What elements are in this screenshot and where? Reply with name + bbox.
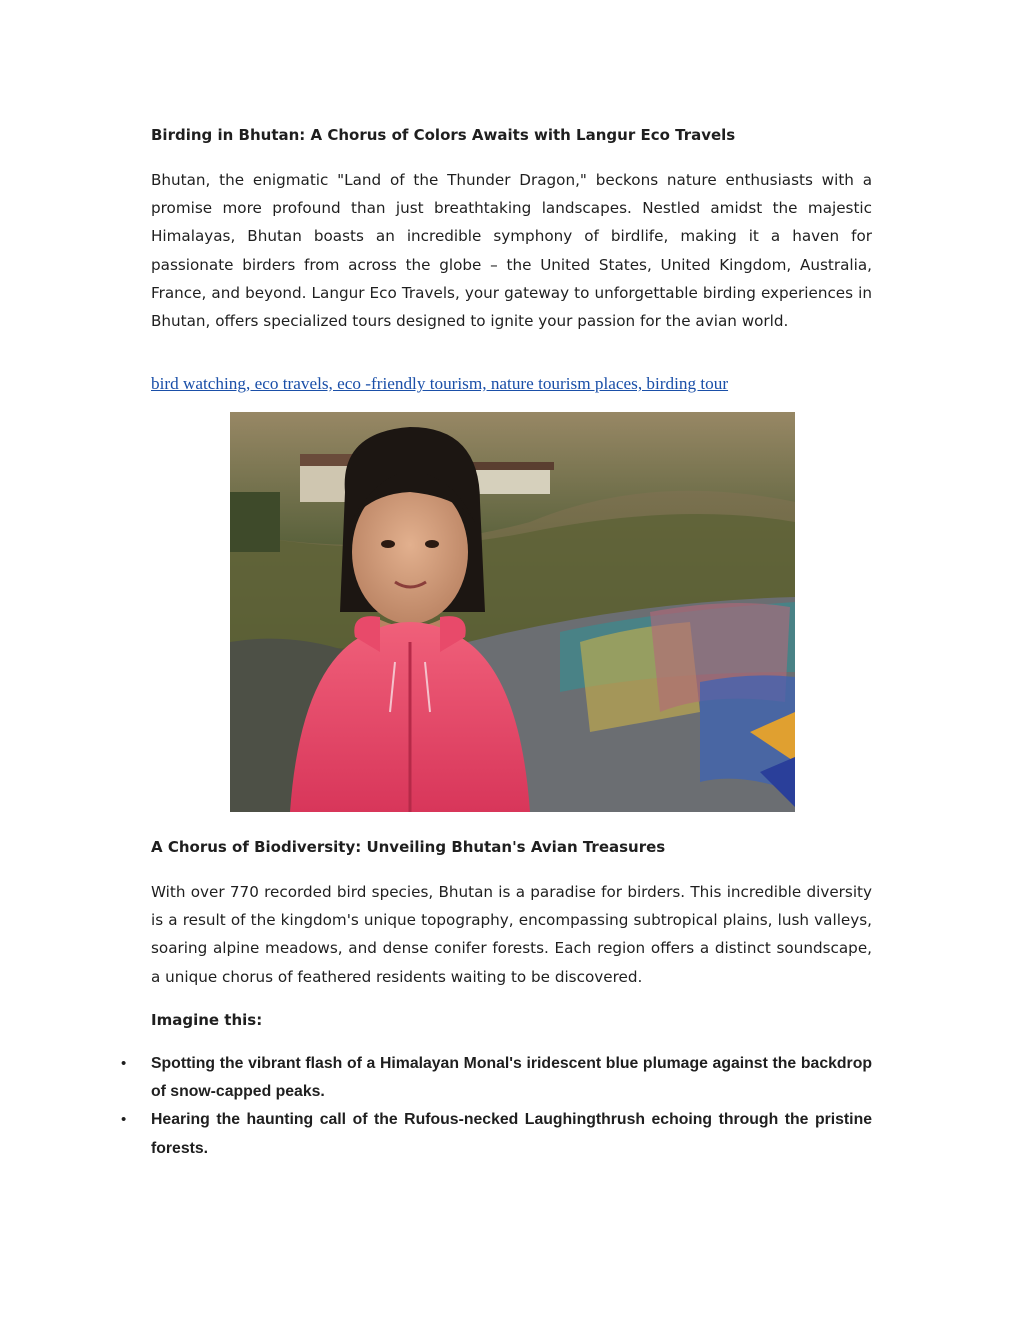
list-item [121, 1106, 872, 1162]
imagine-heading: Imagine this: [151, 1011, 263, 1029]
intro-paragraph: Bhutan, the enigmatic "Land of the Thunder Dragon," beckons nature enthusiasts with a promise more profound than just breathtaking landscapes. Nestled amidst the majestic Himalayas, Bhutan boasts an incredible symphony of birdlife, making it a haven for passionate birders from across the globe – the United States, United Kingdom, Australia, France, and beyond. Langur Eco Travels, your gateway to unforgettable birding experiences in Bhutan, offers specialized tours designed to ignite your passion for the avian world. [151, 171, 872, 331]
list-item [121, 1050, 872, 1106]
bullet-icon: • [121, 1111, 127, 1129]
bullet-icon: • [121, 1055, 127, 1072]
tags-link[interactable]: bird watching, eco travels, eco -friendly tourism, nature tourism places, birding tour [151, 374, 729, 393]
list-item-text: Spotting the vibrant flash of a Himalayan Monal's iridescent blue plumage against the backdrop of snow-capped peaks. [151, 1055, 872, 1101]
list-item-text: Hearing the haunting call of the Rufous-necked Laughingthrush echoing through the pristine forests. [151, 1111, 872, 1157]
hero-photo [230, 412, 795, 812]
bullet-list [121, 1050, 872, 1163]
tags-line [151, 372, 872, 396]
section-paragraph: With over 770 recorded bird species, Bhutan is a paradise for birders. This incredible diversity is a result of the kingdom's unique topography, encompassing subtropical plains, lush valleys, soaring alpine meadows, and dense conifer forests. Each region offers a distinct soundscape, a unique chorus of feathered residents waiting to be discovered. [151, 883, 872, 986]
girl-portrait-image [230, 412, 795, 812]
section-heading: A Chorus of Biodiversity: Unveiling Bhutan's Avian Treasures [151, 838, 666, 856]
page-title: Birding in Bhutan: A Chorus of Colors Awaits with Langur Eco Travels [151, 126, 736, 144]
